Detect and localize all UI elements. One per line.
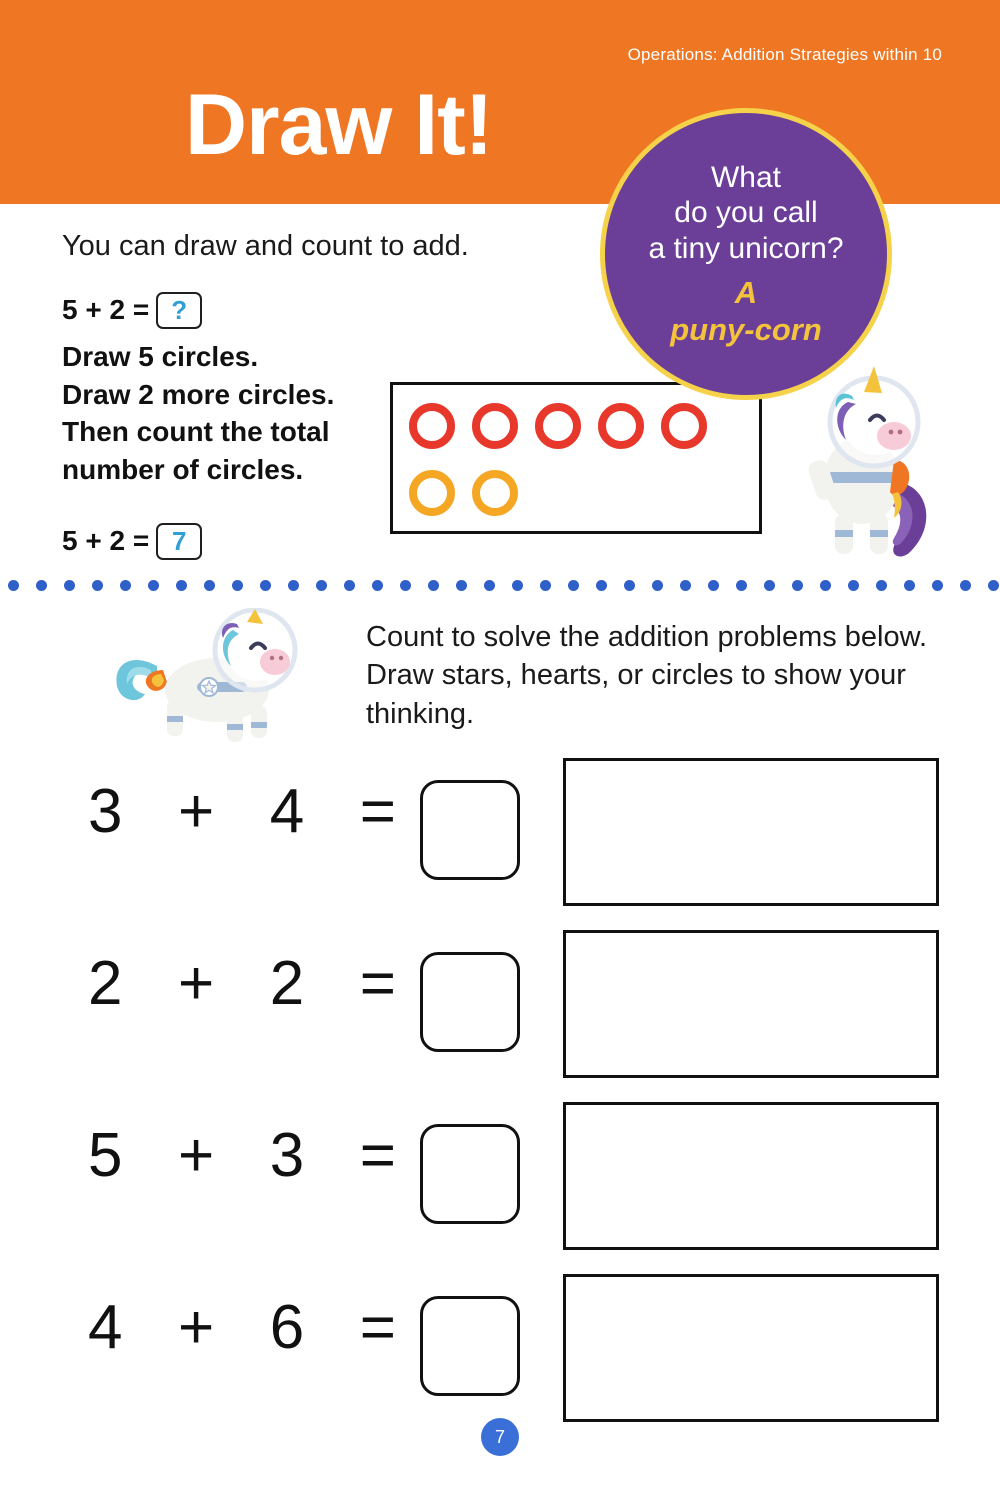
divider-dot bbox=[400, 580, 411, 591]
problem-answer-box[interactable] bbox=[420, 1296, 520, 1396]
example-equation-solved bbox=[62, 523, 202, 560]
problem-drawing-box[interactable] bbox=[563, 1102, 939, 1250]
circle-icon bbox=[472, 403, 518, 449]
problem-operand-b: 4 bbox=[269, 777, 307, 846]
problem-operator: + bbox=[178, 949, 217, 1018]
divider-dot bbox=[64, 580, 75, 591]
divider-dot bbox=[652, 580, 663, 591]
problem-operand-b: 3 bbox=[269, 1121, 307, 1190]
lower-instructions: Count to solve the addition problems below. Draw stars, hearts, or circles to show your thinking. bbox=[366, 621, 928, 730]
divider-dot bbox=[988, 580, 999, 591]
joke-answer-line-2: puny-corn bbox=[670, 312, 822, 348]
problem-row bbox=[0, 752, 1000, 924]
example-steps bbox=[62, 338, 392, 488]
divider-dot bbox=[792, 580, 803, 591]
problem-equals: = bbox=[359, 1293, 398, 1362]
divider-dot bbox=[568, 580, 579, 591]
joke-question-line-1: What bbox=[710, 160, 782, 194]
circle-icon bbox=[598, 403, 644, 449]
example-step-3: Then count the total bbox=[62, 416, 330, 448]
problem-operand-b: 6 bbox=[269, 1293, 307, 1362]
problem-operand-b: 2 bbox=[269, 949, 307, 1018]
divider-dot bbox=[876, 580, 887, 591]
divider-dot bbox=[512, 580, 523, 591]
problem-answer-box[interactable] bbox=[420, 1124, 520, 1224]
joke-question bbox=[632, 160, 859, 266]
problem-answer-box[interactable] bbox=[420, 952, 520, 1052]
example-equation-prompt bbox=[62, 292, 202, 329]
problem-row bbox=[0, 1096, 1000, 1268]
divider-dot bbox=[736, 580, 747, 591]
problem-expression bbox=[88, 948, 398, 1019]
divider-dot bbox=[204, 580, 215, 591]
divider-dot bbox=[344, 580, 355, 591]
divider-dot bbox=[932, 580, 943, 591]
joke-question-line-3: a tiny unicorn? bbox=[648, 231, 844, 265]
divider-dot bbox=[484, 580, 495, 591]
problem-drawing-box[interactable] bbox=[563, 758, 939, 906]
demo-circle-row-orange bbox=[409, 470, 518, 516]
problem-equals: = bbox=[359, 777, 398, 846]
divider-dot bbox=[232, 580, 243, 591]
unicorn-astronaut-icon bbox=[105, 608, 320, 748]
divider-dot bbox=[540, 580, 551, 591]
example-equation-solved-answer: 7 bbox=[156, 523, 202, 560]
divider-dot bbox=[708, 580, 719, 591]
divider-dot bbox=[624, 580, 635, 591]
divider-dot bbox=[288, 580, 299, 591]
divider-dot bbox=[848, 580, 859, 591]
problem-operator: + bbox=[178, 1121, 217, 1190]
example-step-2: Draw 2 more circles. bbox=[62, 378, 335, 410]
example-step-4: number of circles. bbox=[62, 453, 304, 485]
example-demo-box bbox=[390, 382, 762, 534]
problem-equals: = bbox=[359, 949, 398, 1018]
divider-dot bbox=[120, 580, 131, 591]
circle-icon bbox=[472, 470, 518, 516]
divider-dot bbox=[36, 580, 47, 591]
problem-row bbox=[0, 1268, 1000, 1440]
circle-icon bbox=[661, 403, 707, 449]
divider-dot bbox=[904, 580, 915, 591]
problem-operator: + bbox=[178, 777, 217, 846]
divider-dot bbox=[148, 580, 159, 591]
problem-operand-a: 3 bbox=[88, 777, 125, 846]
divider-dot bbox=[596, 580, 607, 591]
divider-dot bbox=[680, 580, 691, 591]
example-equation-solved-left: 5 + 2 = bbox=[62, 525, 150, 557]
divider-dot bbox=[820, 580, 831, 591]
problem-operand-a: 5 bbox=[88, 1121, 125, 1190]
example-equation-prompt-left: 5 + 2 = bbox=[62, 294, 150, 326]
page-number-badge: 7 bbox=[481, 1418, 519, 1456]
divider-dot bbox=[92, 580, 103, 591]
divider-dot bbox=[176, 580, 187, 591]
problem-expression bbox=[88, 776, 398, 847]
divider-dot bbox=[316, 580, 327, 591]
circle-icon bbox=[535, 403, 581, 449]
problem-expression bbox=[88, 1120, 398, 1191]
joke-answer-line-1: A bbox=[734, 274, 758, 310]
example-step-1: Draw 5 circles. bbox=[62, 341, 259, 372]
joke-question-line-2: do you call bbox=[674, 196, 818, 230]
joke-bubble bbox=[600, 108, 892, 400]
problem-list bbox=[0, 752, 1000, 1440]
divider-dot bbox=[960, 580, 971, 591]
problem-answer-box[interactable] bbox=[420, 780, 520, 880]
problem-equals: = bbox=[359, 1121, 398, 1190]
header-kicker: Operations: Addition Strategies within 10 bbox=[627, 45, 942, 64]
divider-dot bbox=[260, 580, 271, 591]
dotted-divider bbox=[0, 578, 1000, 592]
demo-circle-row-red bbox=[409, 403, 707, 449]
divider-dot bbox=[428, 580, 439, 591]
divider-dot bbox=[764, 580, 775, 591]
unicorn-astronaut-icon bbox=[790, 352, 940, 572]
divider-dot bbox=[372, 580, 383, 591]
problem-operand-a: 4 bbox=[88, 1293, 125, 1362]
divider-dot bbox=[8, 580, 19, 591]
example-equation-prompt-answer: ? bbox=[156, 292, 202, 329]
circle-icon bbox=[409, 470, 455, 516]
problem-row bbox=[0, 924, 1000, 1096]
circle-icon bbox=[409, 403, 455, 449]
page-title: Draw It! bbox=[185, 77, 493, 173]
problem-drawing-box[interactable] bbox=[563, 1274, 939, 1422]
problem-operand-a: 2 bbox=[88, 949, 125, 1018]
problem-drawing-box[interactable] bbox=[563, 930, 939, 1078]
joke-answer bbox=[670, 274, 822, 348]
problem-expression bbox=[88, 1292, 398, 1363]
problem-operator: + bbox=[178, 1293, 217, 1362]
divider-dot bbox=[456, 580, 467, 591]
example-intro-text: You can draw and count to add. bbox=[62, 230, 469, 262]
